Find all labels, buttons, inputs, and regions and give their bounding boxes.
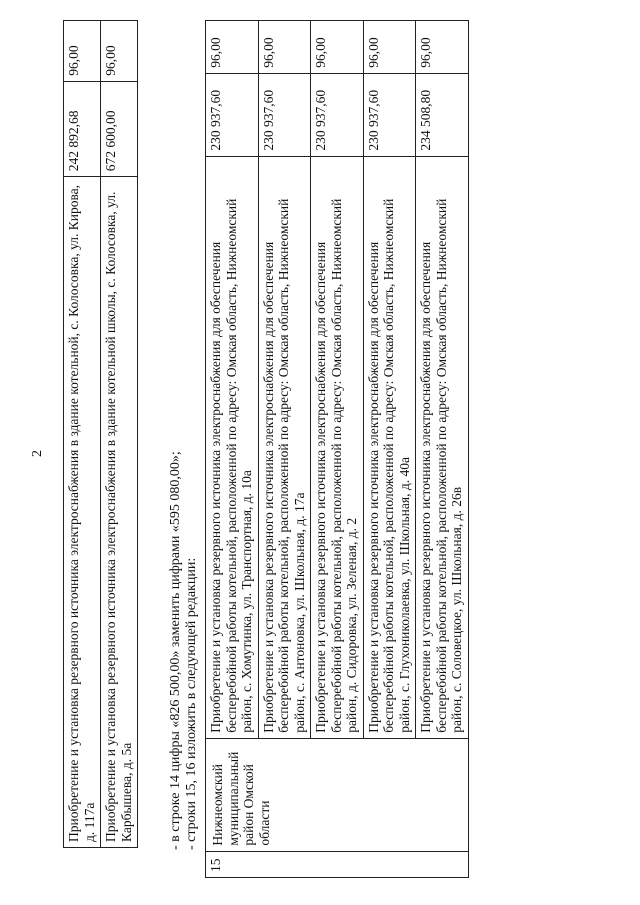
amendment-note: - строки 15, 16 изложить в следующей редакции:	[184, 557, 199, 850]
percent-cell: 96,00	[416, 21, 469, 74]
percent-cell: 96,00	[311, 21, 364, 74]
amount-cell: 230 937,60	[258, 73, 311, 156]
percent-cell: 96,00	[101, 21, 138, 82]
municipality-cell: Нижнеомский муниципальный район Омской области	[206, 738, 469, 851]
description-cell: Приобретение и установка резервного источника электроснабжения в здание котельной, с. Колосовка, ул. Кирова, д. 117а	[64, 177, 101, 848]
percent-cell: 96,00	[64, 21, 101, 82]
table-top-continuation	[63, 20, 138, 848]
page-number: 2	[30, 450, 45, 457]
description-cell: Приобретение и установка резервного источника электроснабжения для обеспечения бесперебойной работы котельной, расположенной по адресу: Омская область, Нижнеомский район, с. Глухониколаевка, ул. Школьная, д. 40а	[363, 156, 416, 738]
percent-cell: 96,00	[258, 21, 311, 74]
amendment-note: - в строке 14 цифры «826 500,00» заменить цифрами «595 080,00»;	[168, 451, 183, 850]
amount-cell: 672 600,00	[101, 81, 138, 176]
amount-cell: 234 508,80	[416, 73, 469, 156]
description-cell: Приобретение и установка резервного источника электроснабжения для обеспечения бесперебойной работы котельной, расположенной по адресу: Омская область, Нижнеомский район, с. Соловецкое, ул. Школьная, д. 26в	[416, 156, 469, 738]
description-cell: Приобретение и установка резервного источника электроснабжения в здание котельной школы, с. Колосовка, ул. Карбышева, д. 5а	[101, 177, 138, 848]
percent-cell: 96,00	[363, 21, 416, 74]
amount-cell: 230 937,60	[311, 73, 364, 156]
table-row	[64, 21, 101, 848]
description-cell: Приобретение и установка резервного источника электроснабжения для обеспечения бесперебойной работы котельной, расположенной по адресу: Омская область, Нижнеомский район, с. Антоновка, ул. Школьная, д. 17а	[258, 156, 311, 738]
percent-cell: 96,00	[206, 21, 259, 74]
amount-cell: 230 937,60	[363, 73, 416, 156]
amount-cell: 242 892,68	[64, 81, 101, 176]
description-cell: Приобретение и установка резервного источника электроснабжения для обеспечения бесперебойной работы котельной, расположенной по адресу: Омская область, Нижнеомский район, с. Хомутинка, ул. Транспортная, д. 10а	[206, 156, 259, 738]
table-row-15	[205, 20, 469, 878]
amount-cell: 230 937,60	[206, 73, 259, 156]
table-row	[101, 21, 138, 848]
table-row	[206, 21, 259, 878]
description-cell: Приобретение и установка резервного источника электроснабжения для обеспечения бесперебойной работы котельной, расположенной по адресу: Омская область, Нижнеомский район, д. Сидоровка, ул. Зеленая, д. 2	[311, 156, 364, 738]
row-number-cell: 15	[206, 851, 469, 877]
